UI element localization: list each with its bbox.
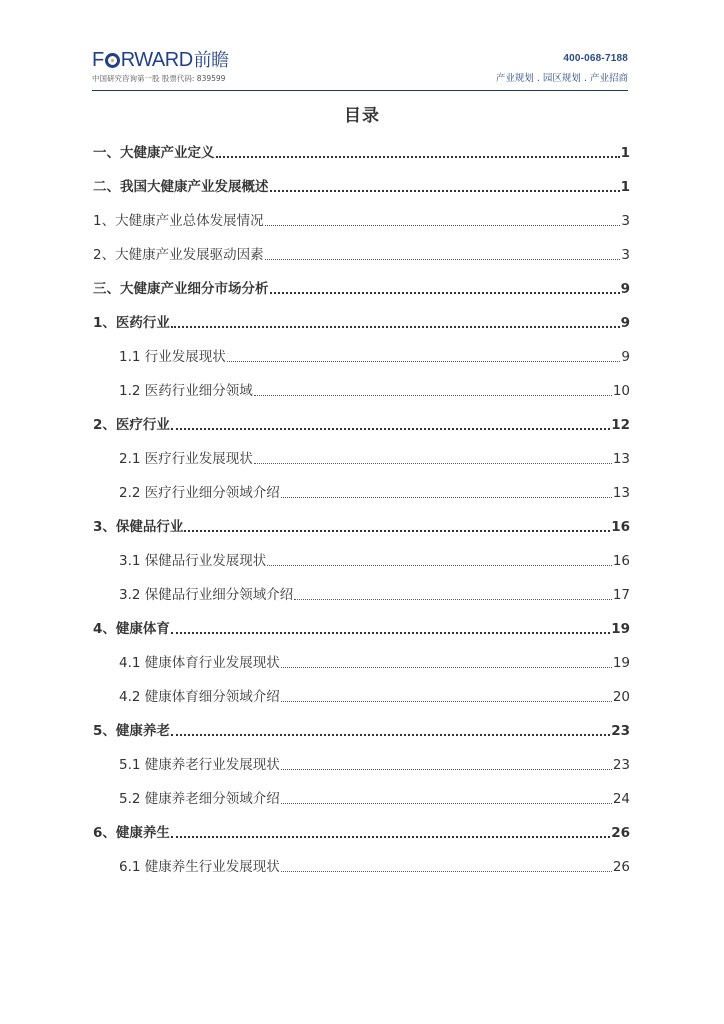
toc-entry[interactable] <box>119 788 630 808</box>
toc-dot-leader <box>184 530 610 532</box>
toc-entry-page: 23 <box>612 757 630 773</box>
toc-entry-label: 6.1 健康养生行业发展现状 <box>119 859 280 875</box>
toc-entry-label: 1、大健康产业总体发展情况 <box>93 213 264 229</box>
toc-entry-page: 10 <box>612 383 630 399</box>
toc-entry-label: 二、我国大健康产业发展概述 <box>93 179 269 195</box>
toc-entry-label: 4、健康体育 <box>93 621 170 637</box>
toc-entry[interactable] <box>93 278 630 298</box>
toc-dot-leader <box>267 565 612 566</box>
logo-chinese: 前瞻 <box>193 50 229 70</box>
toc-entry-page: 19 <box>611 621 630 637</box>
toc-entry-label: 4.2 健康体育细分领域介绍 <box>119 689 280 705</box>
toc-entry-label: 5、健康养老 <box>93 723 170 739</box>
toc-dot-leader <box>171 428 610 430</box>
toc-dot-leader <box>171 734 610 736</box>
toc-entry-page: 20 <box>612 689 630 705</box>
toc-entry-label: 三、大健康产业细分市场分析 <box>93 281 269 297</box>
toc-entry[interactable] <box>93 142 630 162</box>
toc-dot-leader <box>216 156 620 158</box>
toc-dot-leader <box>227 361 621 362</box>
toc-entry-label: 3.2 保健品行业细分领域介绍 <box>119 587 294 603</box>
toc-entry-page: 9 <box>620 315 630 331</box>
toc-entry-page: 1 <box>620 179 630 195</box>
toc-entry-page: 19 <box>612 655 630 671</box>
toc-dot-leader <box>265 259 621 260</box>
page-header <box>92 44 628 91</box>
toc-entry-label: 1.1 行业发展现状 <box>119 349 226 365</box>
toc-dot-leader <box>281 667 612 668</box>
toc-entry[interactable] <box>119 584 630 604</box>
logo-o-icon <box>105 53 120 68</box>
toc-entry[interactable] <box>93 210 630 230</box>
toc-entry-page: 3 <box>621 247 630 263</box>
toc-dot-leader <box>265 225 621 226</box>
toc-entry-label: 5.2 健康养老细分领域介绍 <box>119 791 280 807</box>
toc-entry[interactable] <box>93 720 630 740</box>
phone-number: 400-068-7188 <box>563 53 628 64</box>
toc-entry[interactable] <box>119 346 630 366</box>
header-slogan: 产业规划 . 园区规划 . 产业招商 <box>495 73 628 84</box>
toc-entry-page: 16 <box>612 553 630 569</box>
toc-dot-leader <box>281 497 612 498</box>
toc-dot-leader <box>294 599 612 600</box>
toc-entry-page: 13 <box>612 485 630 501</box>
toc-dot-leader <box>171 836 610 838</box>
toc-dot-leader <box>281 871 612 872</box>
toc-entry-page: 26 <box>612 859 630 875</box>
toc-entry[interactable] <box>119 652 630 672</box>
logo-letters: RWARD <box>120 49 193 71</box>
toc-entry-label: 1、医药行业 <box>93 315 170 331</box>
toc-entry-page: 17 <box>612 587 630 603</box>
toc-entry-label: 6、健康养生 <box>93 825 170 841</box>
toc-entry[interactable] <box>119 448 630 468</box>
forward-logo <box>92 50 229 70</box>
toc-entry-page: 3 <box>621 213 630 229</box>
toc-title: 目录 <box>344 106 380 126</box>
toc-entry[interactable] <box>119 856 630 876</box>
toc-entry[interactable] <box>119 482 630 502</box>
toc-entry-label: 5.1 健康养老行业发展现状 <box>119 757 280 773</box>
toc-entry[interactable] <box>93 312 630 332</box>
toc-entry[interactable] <box>93 244 630 264</box>
toc-entry[interactable] <box>119 686 630 706</box>
toc-entry-page: 24 <box>612 791 630 807</box>
toc-entry-label: 2.2 医疗行业细分领域介绍 <box>119 485 280 501</box>
toc-entry-label: 2.1 医疗行业发展现状 <box>119 451 253 467</box>
toc-entry[interactable] <box>119 550 630 570</box>
toc-dot-leader <box>254 463 612 464</box>
toc-entry-page: 9 <box>621 349 630 365</box>
toc-entry[interactable] <box>119 754 630 774</box>
toc-dot-leader <box>281 701 612 702</box>
toc-entry-label: 2、医疗行业 <box>93 417 170 433</box>
toc-entry-label: 1.2 医药行业细分领域 <box>119 383 253 399</box>
logo-tagline: 中国研究咨询第一股 股票代码: 839599 <box>92 74 226 83</box>
toc-dot-leader <box>270 190 620 192</box>
toc-dot-leader <box>171 632 610 634</box>
toc-entry-label: 3、保健品行业 <box>93 519 184 535</box>
toc-dot-leader <box>171 326 620 328</box>
toc-entry-page: 1 <box>620 145 630 161</box>
toc-entry-page: 26 <box>611 825 630 841</box>
toc-entry-page: 16 <box>611 519 630 535</box>
toc-entry[interactable] <box>93 822 630 842</box>
toc-entry-page: 23 <box>611 723 630 739</box>
toc-entry[interactable] <box>93 618 630 638</box>
toc-entry[interactable] <box>93 516 630 536</box>
toc-entry-label: 2、大健康产业发展驱动因素 <box>93 247 264 263</box>
toc-entry-page: 12 <box>611 417 630 433</box>
toc-entry[interactable] <box>93 176 630 196</box>
toc-entry-label: 4.1 健康体育行业发展现状 <box>119 655 280 671</box>
toc-dot-leader <box>270 292 620 294</box>
toc-entry-page: 9 <box>620 281 630 297</box>
toc-entry[interactable] <box>93 414 630 434</box>
toc-entry-page: 13 <box>612 451 630 467</box>
toc-dot-leader <box>254 395 612 396</box>
logo-letter-f: F <box>92 49 104 71</box>
toc-dot-leader <box>281 769 612 770</box>
toc-entry-label: 一、大健康产业定义 <box>93 145 215 161</box>
toc-entry[interactable] <box>119 380 630 400</box>
toc-entry-label: 3.1 保健品行业发展现状 <box>119 553 267 569</box>
toc-dot-leader <box>281 803 612 804</box>
